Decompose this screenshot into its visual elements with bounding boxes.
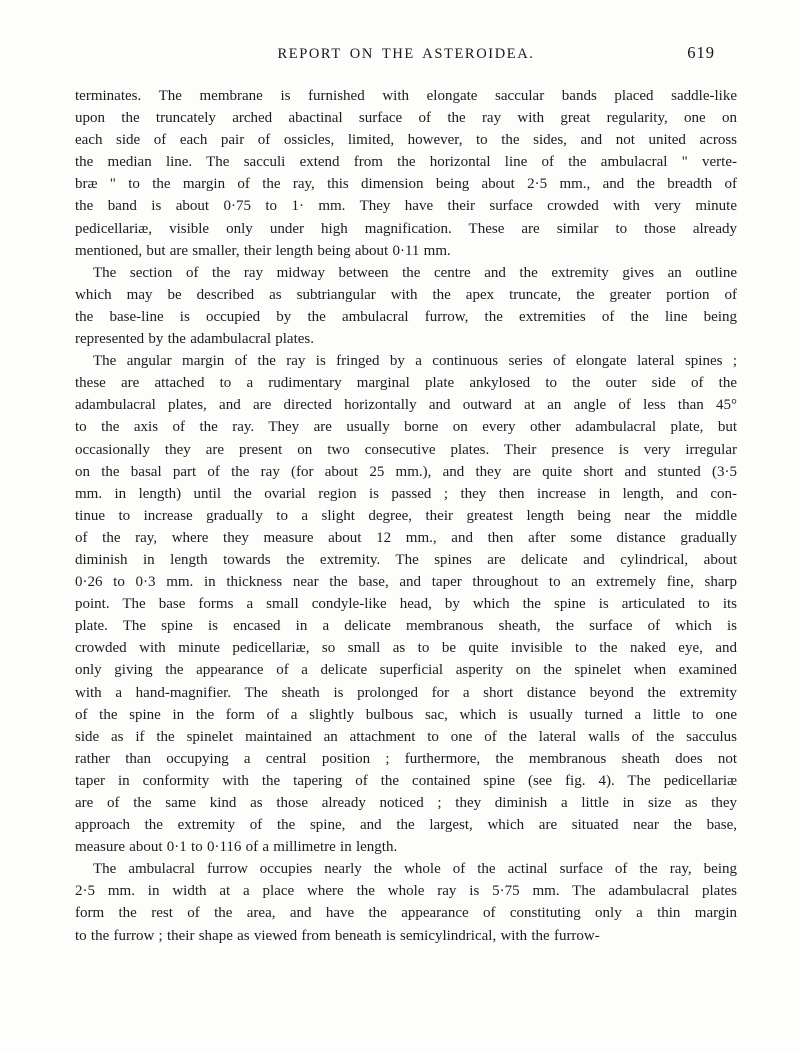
- paragraph: [75, 85, 737, 262]
- text-line: are of the same kind as those already noticed ; they diminish a little in size as they: [75, 795, 737, 811]
- text-line: of the ray, where they measure about 12 mm., and then after some distance gradually: [75, 529, 737, 546]
- text-line: with a hand-magnifier. The sheath is prolonged for a short distance beyond the extremity: [75, 684, 737, 701]
- text-line: mentioned, but are smaller, their length being about 0·11 mm.: [75, 242, 451, 259]
- text-line: The ambulacral furrow occupies nearly the whole of the actinal surface of the ray, being: [93, 861, 737, 878]
- paragraph: [75, 262, 737, 350]
- text-line: point. The base forms a small condyle-like head, by which the spine is articulated to its: [75, 596, 737, 613]
- text-line: pedicellariæ, visible only under high magnification. These are similar to those already: [75, 220, 737, 237]
- text-line: these are attached to a rudimentary marginal plate ankylosed to the outer side of the: [75, 375, 737, 392]
- text-line: crowded with minute pedicellariæ, so small as to be quite invisible to the naked eye, and: [75, 640, 737, 657]
- text-line: measure about 0·1 to 0·116 of a millimetre in length.: [75, 839, 398, 856]
- text-line: The section of the ray midway between the centre and the extremity gives an outline: [93, 264, 737, 281]
- text-line: plate. The spine is encased in a delicate membranous sheath, the surface of which is: [75, 618, 737, 635]
- text-line: on the basal part of the ray (for about 25 mm.), and they are quite short and stunted (3·5: [75, 463, 737, 480]
- text-line: bræ " to the margin of the ray, this dimension being about 2·5 mm., and the breadth of: [75, 176, 737, 193]
- running-header: [75, 43, 737, 66]
- text-line: terminates. The membrane is furnished with elongate saccular bands placed saddle-like: [75, 88, 737, 104]
- text-line: approach the extremity of the spine, and the largest, which are situated near the base,: [75, 817, 737, 834]
- text-line: 0·26 to 0·3 mm. in thickness near the base, and taper throughout to an extremely fine, sharp: [75, 574, 737, 591]
- paragraph: [75, 858, 737, 946]
- page-title: REPORT ON THE ASTEROIDEA.: [277, 46, 535, 62]
- text-line: mm. in length) until the ovarial region is passed ; they then increase in length, and con-: [75, 485, 737, 502]
- text-line: the median line. The sacculi extend from the horizontal line of the ambulacral " verte-: [75, 154, 737, 171]
- text-line: adambulacral plates, and are directed horizontally and outward at an angle of less than 45°: [75, 397, 737, 414]
- text-line: only giving the appearance of a delicate superficial asperity on the spinelet when examined: [75, 662, 737, 679]
- text-line: rather than occupying a central position ; furthermore, the membranous sheath does not: [75, 750, 737, 767]
- text-line: represented by the adambulacral plates.: [75, 331, 314, 348]
- text-line: taper in conformity with the tapering of the contained spine (see fig. 4). The pedicellariæ: [75, 772, 737, 789]
- text-line: occasionally they are present on two consecutive plates. Their presence is very irregular: [75, 441, 737, 458]
- text-line: which may be described as subtriangular with the apex truncate, the greater portion of: [75, 286, 737, 303]
- text-line: each side of each pair of ossicles, limited, however, to the sides, and not united across: [75, 132, 737, 149]
- text-body: [75, 85, 737, 947]
- text-line: upon the truncately arched abactinal surface of the ray with great regularity, one on: [75, 110, 737, 127]
- text-line: form the rest of the area, and have the appearance of constituting only a thin margin: [75, 905, 737, 922]
- page-number: 619: [687, 43, 715, 62]
- text-line: tinue to increase gradually to a slight degree, their greatest length being near the middle: [75, 507, 737, 524]
- text-line: to the furrow ; their shape as viewed from beneath is semicylindrical, with the furrow-: [75, 927, 600, 944]
- text-line: 2·5 mm. in width at a place where the whole ray is 5·75 mm. The adambulacral plates: [75, 883, 737, 900]
- text-line: to the axis of the ray. They are usually borne on every other adambulacral plate, but: [75, 419, 737, 436]
- text-line: of the spine in the form of a slightly bulbous sac, which is usually turned a little to one: [75, 706, 737, 723]
- paragraph: [75, 350, 737, 858]
- text-line: the base-line is occupied by the ambulacral furrow, the extremities of the line being: [75, 308, 737, 325]
- text-line: side as if the spinelet maintained an attachment to one of the lateral walls of the sacculus: [75, 728, 737, 745]
- text-line: the band is about 0·75 to 1· mm. They have their surface crowded with very minute: [75, 198, 737, 215]
- text-line: The angular margin of the ray is fringed by a continuous series of elongate lateral spines ;: [93, 353, 737, 370]
- text-line: diminish in length towards the extremity. The spines are delicate and cylindrical, about: [75, 551, 737, 568]
